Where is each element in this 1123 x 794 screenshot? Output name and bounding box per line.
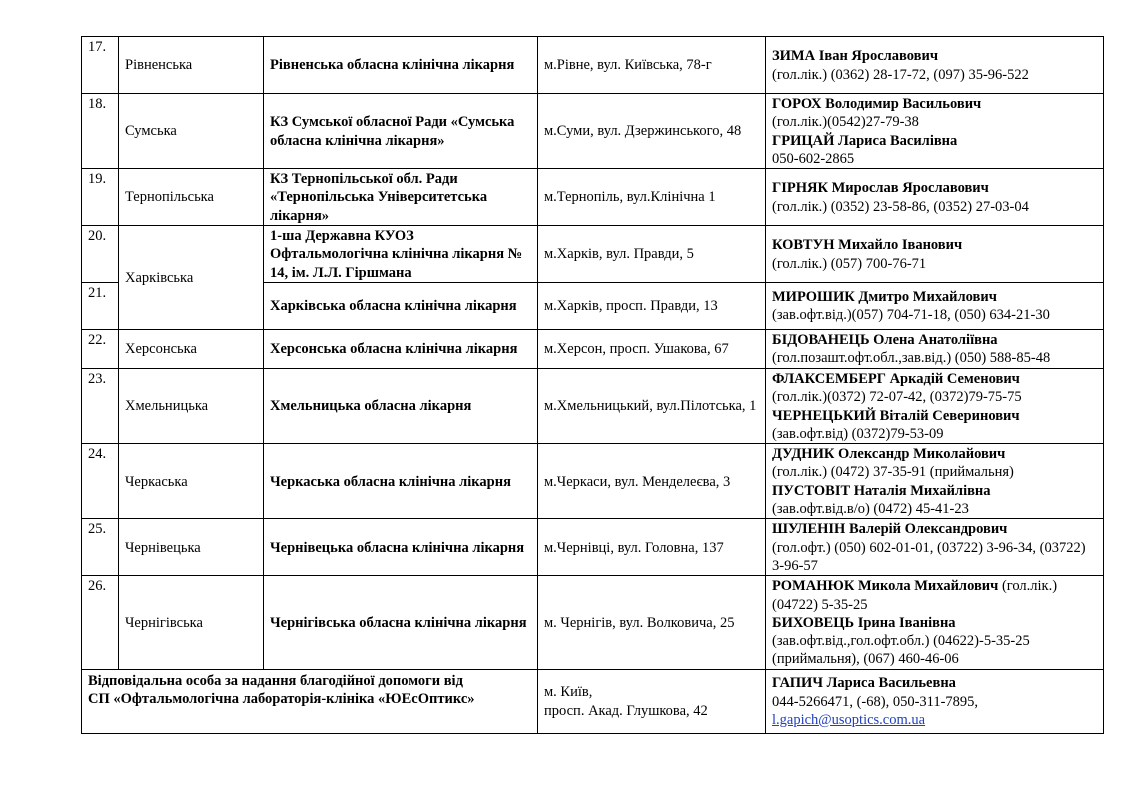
contact-details: (гол.лік.)(0542)27-79-38	[772, 114, 919, 131]
hospital-cell: 1-ша Державна КУОЗ Офтальмологічна клінічна лікарня № 14, ім. Л.Л. Гіршмана	[264, 226, 538, 283]
contact-name: ГІРНЯК Мирослав Ярославович	[772, 180, 989, 197]
contact-cell	[766, 94, 1104, 169]
row-number: 22.	[82, 329, 119, 368]
hospital-cell: Чернівецька обласна клінічна лікарня	[264, 519, 538, 576]
contact-details: (гол.лік.) (0472) 37-35-91 (приймальня)	[772, 464, 1014, 481]
contact-details: 044-5266471, (-68), 050-311-7895,	[772, 693, 979, 710]
contact-name: ФЛАКСЕМБЕРГ Аркадій Семенович	[772, 370, 1020, 387]
responsible-row	[82, 669, 1104, 733]
address-cell: м.Рівне, вул. Київська, 78-г	[538, 37, 766, 94]
table-row	[82, 576, 1104, 669]
contact-details: (гол.лік.) (0352) 23-58-86, (0352) 27-03-04	[772, 198, 1029, 215]
contact-role: (гол.лік.)	[998, 578, 1058, 595]
table-row	[82, 444, 1104, 519]
row-number: 20.	[82, 226, 119, 283]
contact-name: БІДОВАНЕЦЬ Олена Анатоліївна	[772, 332, 998, 349]
contact-cell	[766, 368, 1104, 443]
contact-details: (гол.позашт.офт.обл.,зав.від.) (050) 588-85-48	[772, 350, 1051, 367]
address-line-2: просп. Акад. Глушкова, 42	[544, 702, 708, 719]
table-row	[82, 169, 1104, 226]
contact-cell	[766, 576, 1104, 669]
contact-details: (зав.офт.від.)(057) 704-71-18, (050) 634-21-30	[772, 307, 1050, 324]
contact-details: (зав.офт.від.,гол.офт.обл.) (04622)-5-35-25 (приймальня), (067) 460-46-06	[772, 633, 1030, 668]
responsible-line-2: СП «Офтальмологічна лабораторія-клініка «ЮЕсОптикс»	[88, 691, 475, 708]
hospital-cell: Рівненська обласна клінічна лікарня	[264, 37, 538, 94]
row-number: 24.	[82, 444, 119, 519]
hospital-cell: КЗ Тернопільської обл. Ради «Тернопільська Університетська лікарня»	[264, 169, 538, 226]
address-cell: м.Чернівці, вул. Головна, 137	[538, 519, 766, 576]
hospital-cell: КЗ Сумської обласної Ради «Сумська обласна клінічна лікарня»	[264, 94, 538, 169]
contact-name: ГАПИЧ Лариса Васильевна	[772, 675, 956, 692]
contact-name: ГРИЦАЙ Лариса Василівна	[772, 132, 958, 149]
contact-name: ГОРОХ Володимир Васильович	[772, 96, 982, 112]
hospital-cell: Чернігівська обласна клінічна лікарня	[264, 576, 538, 669]
address-cell: м.Харків, вул. Правди, 5	[538, 226, 766, 283]
contact-cell	[766, 169, 1104, 226]
contact-name: ЧЕРНЕЦЬКИЙ Віталій Северинович	[772, 407, 1020, 424]
contact-details: (04722) 5-35-25	[772, 596, 868, 613]
contact-details: (гол.офт.) (050) 602-01-01, (03722) 3-96-34, (03722) 3-96-57	[772, 539, 1086, 574]
table-row	[82, 519, 1104, 576]
contact-cell	[766, 444, 1104, 519]
hospital-cell: Хмельницька обласна лікарня	[264, 368, 538, 443]
contact-name: БИХОВЕЦЬ Ірина Іванівна	[772, 614, 956, 631]
hospital-cell: Херсонська обласна клінічна лікарня	[264, 329, 538, 368]
region-cell: Рівненська	[119, 37, 264, 94]
row-number: 21.	[82, 282, 119, 329]
region-cell: Сумська	[119, 94, 264, 169]
responsible-line-1: Відповідальна особа за надання благодійної допомоги від	[88, 672, 463, 689]
region-cell: Харківська	[119, 226, 264, 330]
row-number: 17.	[82, 37, 119, 94]
region-cell: Чернігівська	[119, 576, 264, 669]
region-cell: Херсонська	[119, 329, 264, 368]
contact-details: (зав.офт.від) (0372)79-53-09	[772, 425, 944, 442]
contact-cell	[766, 282, 1104, 329]
email-link[interactable]: l.gapich@usoptics.com.ua	[772, 711, 926, 728]
contact-name: ДУДНИК Олександр Миколайович	[772, 446, 1006, 463]
hospital-table	[81, 36, 1104, 734]
region-cell: Тернопільська	[119, 169, 264, 226]
address-line-1: м. Київ,	[544, 684, 593, 701]
contact-name: ПУСТОВІТ Наталія Михайлівна	[772, 482, 991, 499]
row-number: 23.	[82, 368, 119, 443]
contact-name: ЗИМА Іван Ярославович	[772, 48, 939, 65]
contact-cell	[766, 329, 1104, 368]
table-body	[82, 37, 1104, 734]
row-number: 19.	[82, 169, 119, 226]
address-cell: м.Херсон, просп. Ушакова, 67	[538, 329, 766, 368]
row-number: 25.	[82, 519, 119, 576]
contact-cell	[766, 669, 1104, 733]
contact-cell	[766, 37, 1104, 94]
address-cell: м.Суми, вул. Дзержинського, 48	[538, 94, 766, 169]
contact-cell	[766, 226, 1104, 283]
contact-details: (гол.лік.) (0362) 28-17-72, (097) 35-96-522	[772, 66, 1029, 83]
region-cell: Хмельницька	[119, 368, 264, 443]
address-cell: м. Чернігів, вул. Волковича, 25	[538, 576, 766, 669]
address-cell: м.Черкаси, вул. Менделеєва, 3	[538, 444, 766, 519]
contact-name: КОВТУН Михайло Іванович	[772, 237, 963, 254]
contact-details: (гол.лік.) (057) 700-76-71	[772, 255, 927, 272]
contact-cell	[766, 519, 1104, 576]
table-row	[82, 37, 1104, 94]
row-number: 26.	[82, 576, 119, 669]
row-number: 18.	[82, 94, 119, 169]
contact-name: ШУЛЕНІН Валерій Олександрович	[772, 521, 1008, 538]
address-cell: м.Тернопіль, вул.Клінічна 1	[538, 169, 766, 226]
table-row	[82, 94, 1104, 169]
contact-name: МИРОШИК Дмитро Михайлович	[772, 289, 997, 306]
responsible-cell	[82, 669, 538, 733]
table-row	[82, 329, 1104, 368]
region-cell: Черкаська	[119, 444, 264, 519]
contact-name: РОМАНЮК Микола Михайлович	[772, 578, 999, 595]
contact-name-line	[772, 577, 1097, 595]
table-row	[82, 226, 1104, 283]
contact-details: 050-602-2865	[772, 150, 855, 167]
hospital-cell: Харківська обласна клінічна лікарня	[264, 282, 538, 329]
contact-details: (гол.лік.)(0372) 72-07-42, (0372)79-75-75	[772, 389, 1022, 406]
address-cell: м.Харків, просп. Правди, 13	[538, 282, 766, 329]
table-row	[82, 368, 1104, 443]
hospital-cell: Черкаська обласна клінічна лікарня	[264, 444, 538, 519]
contact-details: (зав.офт.від.в/о) (0472) 45-41-23	[772, 501, 969, 518]
region-cell: Чернівецька	[119, 519, 264, 576]
address-cell	[538, 669, 766, 733]
address-cell: м.Хмельницький, вул.Пілотська, 1	[538, 368, 766, 443]
